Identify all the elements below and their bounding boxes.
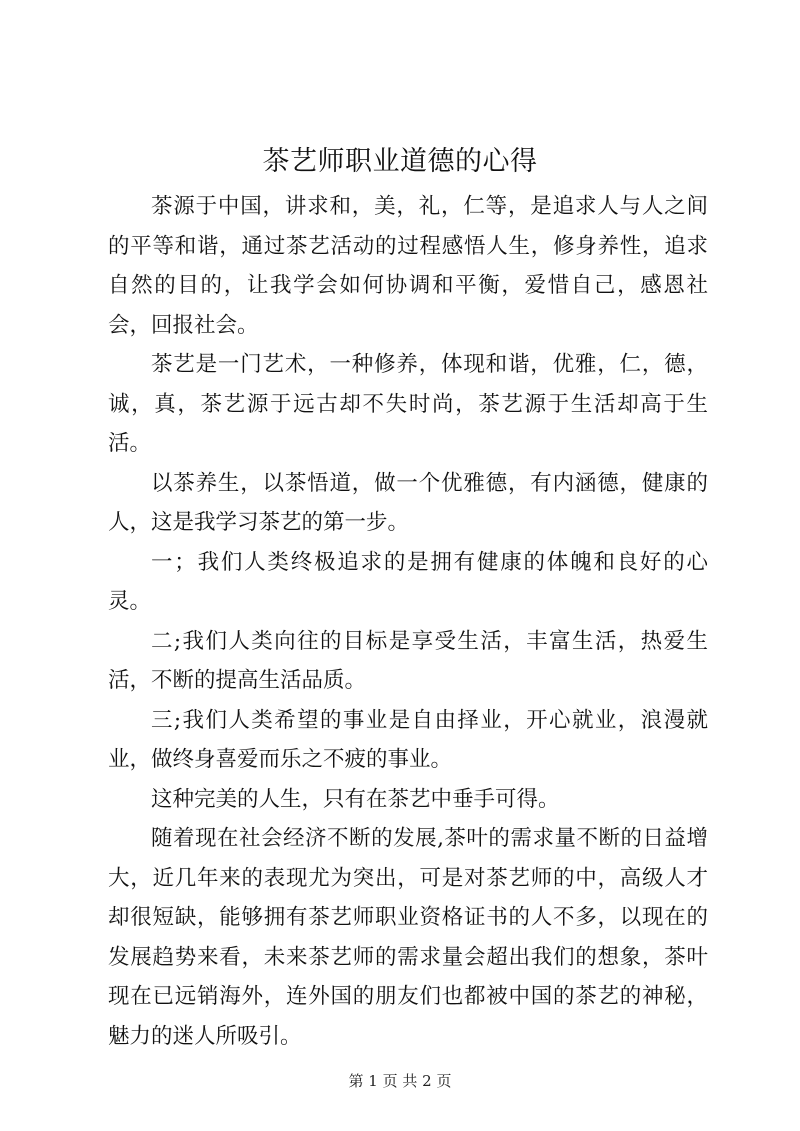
paragraph-8: 随着现在社会经济不断的发展,茶叶的需求量不断的日益增大，近几年来的表现尤为突出，可是对茶艺师的中，高级人才却很短缺，能够拥有茶艺师职业资格证书的人不多，以现在的发展趋势来看，未来茶艺师的需求量会超出我们的想象，茶叶现在已远销海外，连外国的朋友们也都被中国的茶艺的神秘，魅力的迷人所吸引。 — [108, 826, 708, 1049]
page-title: 茶艺师职业道德的心得 — [262, 146, 538, 177]
page-number-footer: 第 1 页 共 2 页 — [348, 1072, 452, 1090]
paragraph-1: 茶源于中国，讲求和，美，礼，仁等，是追求人与人之间的平等和谐，通过茶艺活动的过程感悟人生，修身养性，追求自然的目的，让我学会如何协调和平衡，爱惜自己，感恩社会，回报社会。 — [108, 194, 708, 338]
paragraph-7: 这种完美的人生，只有在茶艺中垂手可得。 — [151, 786, 560, 812]
document-body — [108, 187, 708, 1056]
paragraph-4: 一；我们人类终极追求的是拥有健康的体魄和良好的心灵。 — [108, 549, 708, 614]
paragraph-2: 茶艺是一门艺术，一种修养，体现和谐，优雅，仁，德，诚，真，茶艺源于远古却不失时尚，茶艺源于生活却高于生活。 — [108, 352, 708, 456]
paragraph-3: 以茶养生，以茶悟道，做一个优雅德，有内涵德，健康的人，这是我学习茶艺的第一步。 — [108, 470, 708, 535]
paragraph-6: 三;我们人类希望的事业是自由择业，开心就业，浪漫就业，做终身喜爱而乐之不疲的事业。 — [108, 707, 708, 772]
paragraph-5: 二;我们人类向往的目标是享受生活，丰富生活，热爱生活，不断的提高生活品质。 — [108, 628, 708, 693]
